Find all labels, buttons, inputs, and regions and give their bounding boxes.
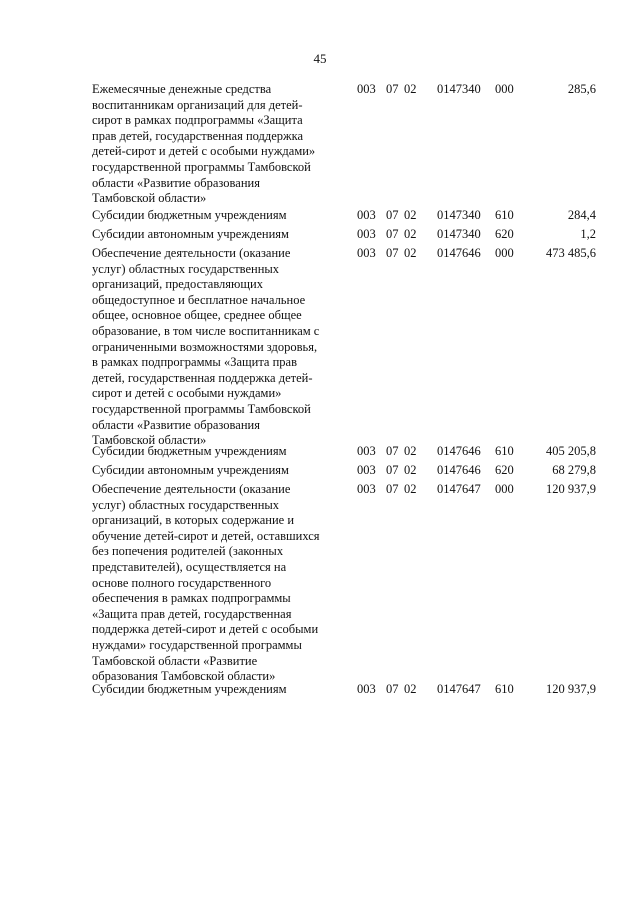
name-line: Тамбовской области» xyxy=(92,433,207,448)
name-line: основе полного государственного xyxy=(92,575,272,590)
name-line: Тамбовской области» xyxy=(92,191,207,206)
subsection-code: 02 xyxy=(404,463,417,477)
section-code: 07 xyxy=(386,444,399,458)
section-code: 07 xyxy=(386,227,399,241)
name-line: в рамках подпрограммы «Защита прав xyxy=(92,355,297,370)
name-line: поддержка детей-сирот и детей с особыми xyxy=(92,622,319,637)
row-name xyxy=(92,227,338,243)
target-article-code: 0147646 xyxy=(437,444,481,458)
amount: 120 937,9 xyxy=(546,682,596,696)
amount: 1,2 xyxy=(580,227,596,241)
name-line: образования Тамбовской области» xyxy=(92,669,276,684)
name-line: сирот и детей с особыми нуждами» xyxy=(92,386,282,401)
name-line: сирот в рамках подпрограммы «Защита xyxy=(92,113,303,128)
expense-type-code: 000 xyxy=(495,246,514,260)
name-line: детей-сирот и детей с особыми нуждами» xyxy=(92,144,316,159)
name-line: Субсидии бюджетным учреждениям xyxy=(92,444,287,458)
name-line: области «Развитие образования xyxy=(92,417,260,432)
name-line: услуг) областных государственных xyxy=(92,261,280,276)
subsection-code: 02 xyxy=(404,227,417,241)
row-name xyxy=(92,208,338,224)
expense-type-code: 610 xyxy=(495,682,514,696)
name-line: нуждами» государственной программы xyxy=(92,637,302,652)
row-name xyxy=(92,482,338,685)
expense-type-code: 000 xyxy=(495,482,514,496)
row-name xyxy=(92,82,338,207)
section-code: 07 xyxy=(386,482,399,496)
expense-type-code: 000 xyxy=(495,82,514,96)
expense-type-code: 620 xyxy=(495,463,514,477)
amount: 284,4 xyxy=(567,208,596,222)
name-line: организаций, в которых содержание и xyxy=(92,513,295,528)
name-line: Субсидии автономным учреждениям xyxy=(92,463,289,477)
subsection-code: 02 xyxy=(404,82,417,96)
expense-type-code: 610 xyxy=(495,444,514,458)
name-line: общее, основное общее, среднее общее xyxy=(92,308,302,323)
subsection-code: 02 xyxy=(404,482,417,496)
name-line: ограниченными возможностями здоровья, xyxy=(92,339,318,354)
subsection-code: 02 xyxy=(404,682,417,696)
target-article-code: 0147647 xyxy=(437,682,481,696)
name-line: Субсидии бюджетным учреждениям xyxy=(92,208,287,222)
name-line: Тамбовской области «Развитие xyxy=(92,653,258,668)
row-name xyxy=(92,682,338,698)
amount: 68 279,8 xyxy=(552,463,596,477)
section-code: 07 xyxy=(386,463,399,477)
subsection-code: 02 xyxy=(404,208,417,222)
row-name xyxy=(92,463,338,479)
name-line: Ежемесячные денежные средства xyxy=(92,82,272,96)
name-line: области «Развитие образования xyxy=(92,175,260,190)
expense-type-code: 620 xyxy=(495,227,514,241)
name-line: без попечения родителей (законных xyxy=(92,544,284,559)
ministry-code: 003 xyxy=(357,208,376,222)
target-article-code: 0147646 xyxy=(437,246,481,260)
expense-type-code: 610 xyxy=(495,208,514,222)
target-article-code: 0147647 xyxy=(437,482,481,496)
name-line: услуг) областных государственных xyxy=(92,497,280,512)
name-line: образование, в том числе воспитанникам с xyxy=(92,323,320,338)
name-line: обеспечения в рамках подпрограммы xyxy=(92,591,291,606)
name-line: организаций, предоставляющих xyxy=(92,277,263,292)
section-code: 07 xyxy=(386,246,399,260)
ministry-code: 003 xyxy=(357,82,376,96)
page-number: 45 xyxy=(313,51,327,66)
target-article-code: 0147340 xyxy=(437,82,481,96)
subsection-code: 02 xyxy=(404,246,417,260)
name-line: обучение детей-сирот и детей, оставшихся xyxy=(92,528,320,543)
name-line: Обеспечение деятельности (оказание xyxy=(92,482,291,496)
name-line: детей, государственная поддержка детей- xyxy=(92,370,313,385)
name-line: представителей), осуществляется на xyxy=(92,559,287,574)
ministry-code: 003 xyxy=(357,463,376,477)
name-line: Субсидии бюджетным учреждениям xyxy=(92,682,287,696)
ministry-code: 003 xyxy=(357,482,376,496)
amount: 285,6 xyxy=(567,82,596,96)
name-line: Обеспечение деятельности (оказание xyxy=(92,246,291,260)
name-line: государственной программы Тамбовской xyxy=(92,401,311,416)
ministry-code: 003 xyxy=(357,444,376,458)
section-code: 07 xyxy=(386,82,399,96)
section-code: 07 xyxy=(386,682,399,696)
amount: 405 205,8 xyxy=(546,444,596,458)
section-code: 07 xyxy=(386,208,399,222)
name-line: прав детей, государственная поддержка xyxy=(92,128,304,143)
ministry-code: 003 xyxy=(357,227,376,241)
name-line: общедоступное и бесплатное начальное xyxy=(92,292,306,307)
ministry-code: 003 xyxy=(357,246,376,260)
target-article-code: 0147646 xyxy=(437,463,481,477)
ministry-code: 003 xyxy=(357,682,376,696)
row-name xyxy=(92,444,338,460)
name-line: «Защита прав детей, государственная xyxy=(92,606,292,621)
amount: 120 937,9 xyxy=(546,482,596,496)
name-line: государственной программы Тамбовской xyxy=(92,159,311,174)
row-name xyxy=(92,246,338,449)
name-line: Субсидии автономным учреждениям xyxy=(92,227,289,241)
target-article-code: 0147340 xyxy=(437,208,481,222)
name-line: воспитанникам организаций для детей- xyxy=(92,97,303,112)
amount: 473 485,6 xyxy=(546,246,596,260)
subsection-code: 02 xyxy=(404,444,417,458)
target-article-code: 0147340 xyxy=(437,227,481,241)
